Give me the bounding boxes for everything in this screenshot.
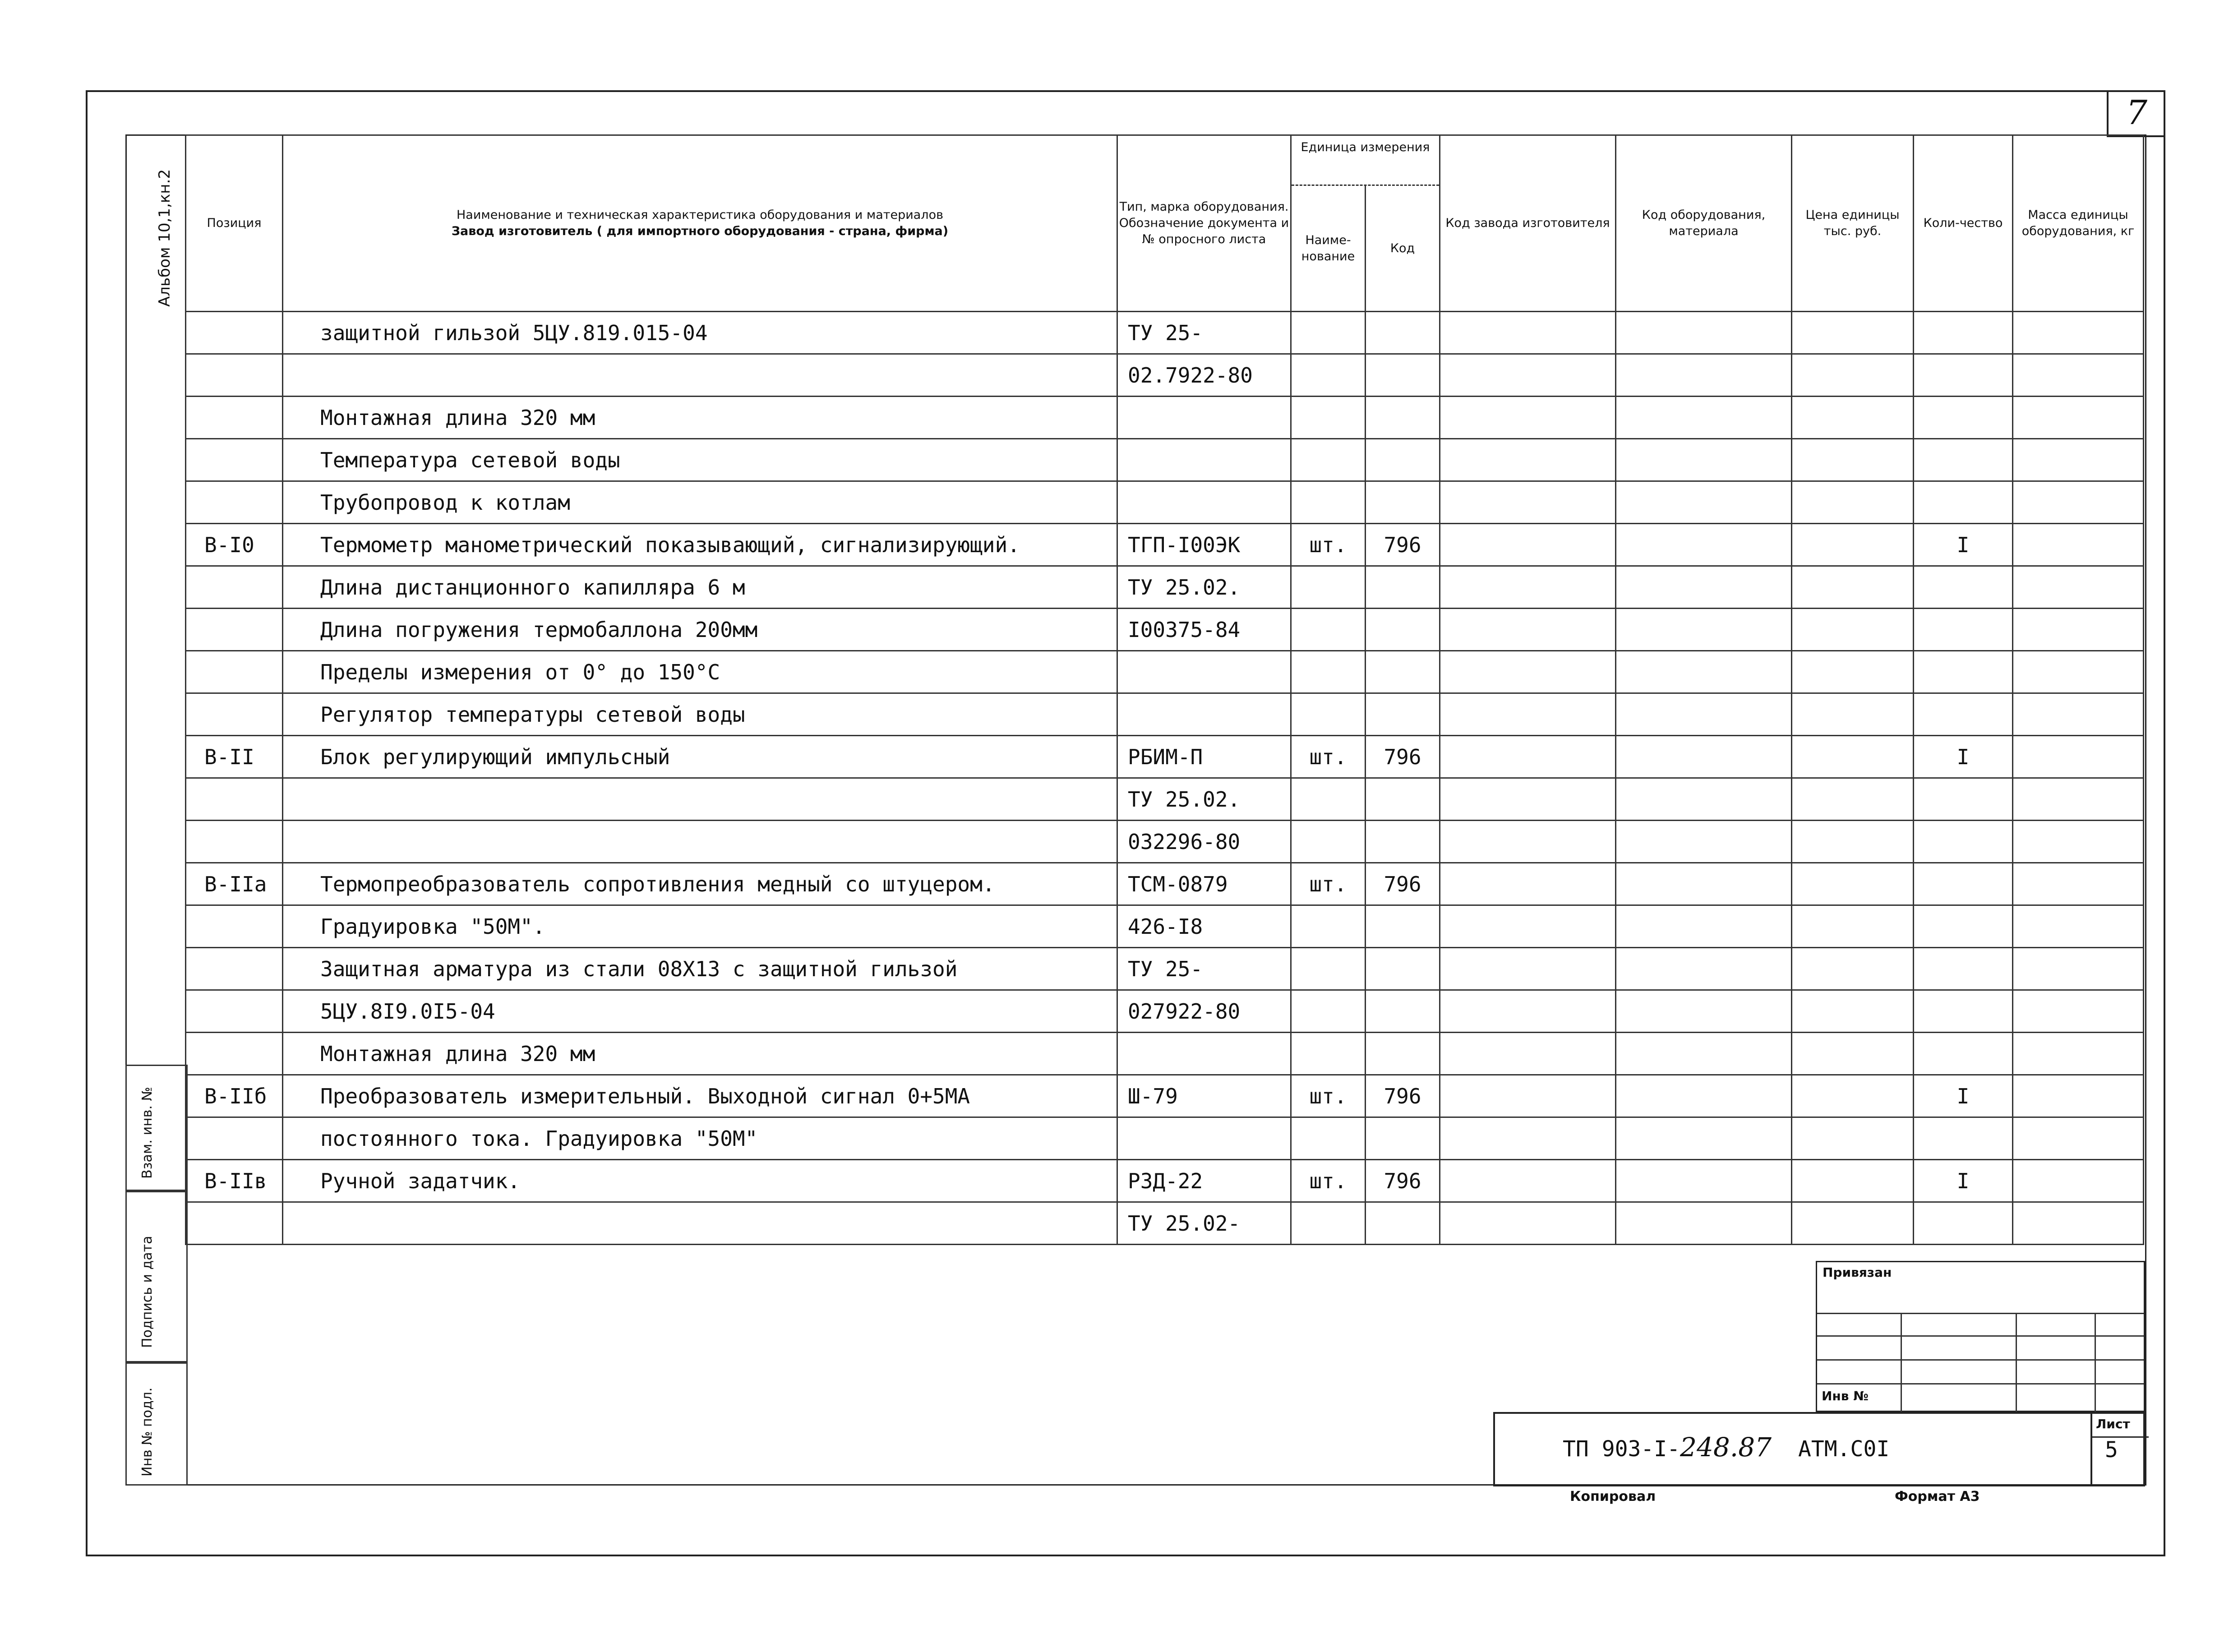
sheet-label: Лист [2096, 1417, 2130, 1431]
cell-position [186, 693, 283, 736]
cell-name: Ручной задатчик. [283, 1160, 1117, 1202]
table-row [186, 481, 2144, 524]
table-row [186, 1117, 2144, 1160]
cell-unit-name [1291, 439, 1366, 481]
cell-unit-name [1291, 1117, 1366, 1160]
cell-plant-code [1440, 693, 1616, 736]
cell-qty [1914, 566, 2013, 609]
cell-position: В-IIб [186, 1075, 283, 1117]
cell-name: Пределы измерения от 0° до 150°С [283, 651, 1117, 693]
cell-type-doc [1117, 1117, 1291, 1160]
cell-position [186, 948, 283, 990]
cell-type-doc: ТУ 25- [1117, 312, 1291, 354]
table-row [186, 1033, 2144, 1075]
cell-position [186, 778, 283, 821]
table-row [186, 524, 2144, 566]
col-position: Позиция [186, 135, 283, 312]
cell-position: В-IIв [186, 1160, 283, 1202]
cell-name: Трубопровод к котлам [283, 481, 1117, 524]
cell-unit-name [1291, 948, 1366, 990]
cell-position [186, 1202, 283, 1245]
cell-unit-name [1291, 609, 1366, 651]
cell-name [283, 1202, 1117, 1245]
col-price: Цена единицы тыс. руб. [1792, 135, 1914, 312]
cell-unit-code [1366, 1117, 1440, 1160]
cell-unit-name: шт. [1291, 524, 1366, 566]
cell-qty [1914, 693, 2013, 736]
cell-price [1792, 354, 1914, 397]
cell-price [1792, 821, 1914, 863]
cell-unit-code [1366, 821, 1440, 863]
cell-mass [2013, 1117, 2144, 1160]
cell-type-doc: Ш-79 [1117, 1075, 1291, 1117]
cell-unit-code [1366, 651, 1440, 693]
cell-equip-code [1616, 312, 1792, 354]
table-row [186, 778, 2144, 821]
cell-mass [2013, 566, 2144, 609]
col-name-line1: Наименование и техническая характеристика оборудования и материалов [456, 208, 943, 222]
cell-name: Преобразователь измерительный. Выходной сигнал 0+5МА [283, 1075, 1117, 1117]
cell-equip-code [1616, 990, 1792, 1033]
col-mass: Масса единицы оборудования, кг [2013, 135, 2144, 312]
cell-price [1792, 481, 1914, 524]
cell-name: Длина погружения термобаллона 200мм [283, 609, 1117, 651]
cell-qty [1914, 481, 2013, 524]
cell-type-doc: I00375-84 [1117, 609, 1291, 651]
cell-plant-code [1440, 905, 1616, 948]
cell-price [1792, 1202, 1914, 1245]
cell-type-doc [1117, 1033, 1291, 1075]
table-row [186, 821, 2144, 863]
cell-name: Блок регулирующий импульсный [283, 736, 1117, 778]
col-name [283, 135, 1117, 312]
cell-type-doc: 426-I8 [1117, 905, 1291, 948]
cell-unit-name: шт. [1291, 1160, 1366, 1202]
cell-position: В-I0 [186, 524, 283, 566]
cell-unit-code [1366, 1033, 1440, 1075]
table-row [186, 439, 2144, 481]
cell-equip-code [1616, 1160, 1792, 1202]
cell-equip-code [1616, 397, 1792, 439]
cell-price [1792, 693, 1914, 736]
cell-mass [2013, 863, 2144, 905]
cell-mass [2013, 481, 2144, 524]
side-replace-inv-label: Взам. инв. № [139, 1087, 155, 1179]
cell-mass [2013, 312, 2144, 354]
cell-unit-name: шт. [1291, 736, 1366, 778]
cell-unit-name [1291, 566, 1366, 609]
cell-unit-name [1291, 693, 1366, 736]
cell-equip-code [1616, 821, 1792, 863]
cell-unit-name [1291, 821, 1366, 863]
doc-code-prefix: ТП 903-I- [1563, 1436, 1680, 1462]
table-row [186, 1075, 2144, 1117]
cell-plant-code [1440, 990, 1616, 1033]
cell-mass [2013, 821, 2144, 863]
cell-position [186, 566, 283, 609]
cell-equip-code [1616, 566, 1792, 609]
cell-price [1792, 778, 1914, 821]
cell-price [1792, 439, 1914, 481]
cell-type-doc [1117, 439, 1291, 481]
cell-position: В-IIа [186, 863, 283, 905]
cell-qty [1914, 354, 2013, 397]
cell-plant-code [1440, 566, 1616, 609]
cell-plant-code [1440, 1160, 1616, 1202]
inv-label: Инв № [1822, 1389, 1869, 1403]
table-row [186, 990, 2144, 1033]
cell-price [1792, 651, 1914, 693]
cell-position [186, 1033, 283, 1075]
cell-type-doc: РЗД-22 [1117, 1160, 1291, 1202]
cell-name: Термометр манометрический показывающий, сигнализирующий. [283, 524, 1117, 566]
cell-unit-code [1366, 439, 1440, 481]
cell-qty [1914, 312, 2013, 354]
cell-unit-name [1291, 1202, 1366, 1245]
cell-qty: I [1914, 1075, 2013, 1117]
cell-unit-name: шт. [1291, 863, 1366, 905]
col-unit-title: Единица измерения [1292, 136, 1439, 186]
cell-qty [1914, 905, 2013, 948]
cell-price [1792, 905, 1914, 948]
cell-type-doc [1117, 481, 1291, 524]
bound-label: Привязан [1823, 1265, 1892, 1280]
cell-position [186, 905, 283, 948]
cell-mass [2013, 397, 2144, 439]
cell-price [1792, 948, 1914, 990]
cell-price [1792, 1033, 1914, 1075]
col-type: Тип, марка оборудования. Обозначение документа и № опросного листа [1117, 135, 1291, 312]
cell-qty [1914, 1202, 2013, 1245]
cell-plant-code [1440, 651, 1616, 693]
cell-mass [2013, 651, 2144, 693]
cell-equip-code [1616, 905, 1792, 948]
table-row [186, 312, 2144, 354]
cell-name [283, 354, 1117, 397]
cell-unit-name: шт. [1291, 1075, 1366, 1117]
cell-qty: I [1914, 736, 2013, 778]
cell-type-doc: ТГП-I00ЭК [1117, 524, 1291, 566]
cell-name [283, 778, 1117, 821]
cell-unit-code [1366, 312, 1440, 354]
cell-name: Температура сетевой воды [283, 439, 1117, 481]
side-sign-date-label: Подпись и дата [139, 1236, 155, 1348]
cell-type-doc: ТУ 25- [1117, 948, 1291, 990]
cell-name: Защитная арматура из стали 08Х13 с защитной гильзой [283, 948, 1117, 990]
album-label: Альбом 10,1,кн.2 [156, 169, 174, 307]
cell-unit-code [1366, 1202, 1440, 1245]
cell-plant-code [1440, 524, 1616, 566]
table-row [186, 905, 2144, 948]
cell-position [186, 821, 283, 863]
cell-qty [1914, 1033, 2013, 1075]
bound-stamp [1816, 1261, 2145, 1412]
cell-mass [2013, 354, 2144, 397]
cell-position [186, 397, 283, 439]
cell-unit-code [1366, 481, 1440, 524]
cell-plant-code [1440, 1117, 1616, 1160]
cell-mass [2013, 524, 2144, 566]
cell-name: Градуировка "50М". [283, 905, 1117, 948]
cell-unit-name [1291, 354, 1366, 397]
cell-position [186, 609, 283, 651]
cell-equip-code [1616, 778, 1792, 821]
cell-qty [1914, 397, 2013, 439]
cell-position [186, 312, 283, 354]
cell-mass [2013, 778, 2144, 821]
cell-qty [1914, 948, 2013, 990]
cell-plant-code [1440, 1033, 1616, 1075]
table-header-row [186, 135, 2144, 312]
format-label: Формат А3 [1895, 1489, 1980, 1504]
cell-equip-code [1616, 439, 1792, 481]
cell-equip-code [1616, 693, 1792, 736]
doc-code-suffix: АТМ.С0I [1798, 1436, 1890, 1462]
cell-unit-code [1366, 990, 1440, 1033]
cell-type-doc: 02.7922-80 [1117, 354, 1291, 397]
cell-mass [2013, 1075, 2144, 1117]
cell-plant-code [1440, 863, 1616, 905]
col-plant-code: Код завода изготовителя [1440, 135, 1616, 312]
cell-mass [2013, 609, 2144, 651]
cell-name: Монтажная длина 320 мм [283, 397, 1117, 439]
cell-price [1792, 736, 1914, 778]
doc-code-hand: 248.87 [1680, 1432, 1772, 1463]
cell-qty [1914, 651, 2013, 693]
cell-mass [2013, 905, 2144, 948]
cell-plant-code [1440, 609, 1616, 651]
cell-equip-code [1616, 481, 1792, 524]
cell-unit-name [1291, 312, 1366, 354]
cell-plant-code [1440, 821, 1616, 863]
cell-position [186, 481, 283, 524]
cell-position [186, 439, 283, 481]
cell-equip-code [1616, 948, 1792, 990]
cell-equip-code [1616, 1033, 1792, 1075]
cell-unit-code [1366, 693, 1440, 736]
cell-plant-code [1440, 948, 1616, 990]
cell-plant-code [1440, 481, 1616, 524]
cell-equip-code [1616, 524, 1792, 566]
cell-position [186, 651, 283, 693]
cell-equip-code [1616, 651, 1792, 693]
cell-name: Термопреобразователь сопротивления медный со штуцером. [283, 863, 1117, 905]
table-row [186, 1202, 2144, 1245]
side-stamp-replace-inv [125, 1065, 188, 1191]
cell-unit-name [1291, 481, 1366, 524]
cell-name: постоянного тока. Градуировка "50М" [283, 1117, 1117, 1160]
cell-price [1792, 524, 1914, 566]
table-row [186, 354, 2144, 397]
cell-qty [1914, 609, 2013, 651]
cell-mass [2013, 1160, 2144, 1202]
cell-mass [2013, 948, 2144, 990]
cell-qty [1914, 990, 2013, 1033]
cell-unit-code [1366, 778, 1440, 821]
cell-unit-name [1291, 651, 1366, 693]
cell-mass [2013, 439, 2144, 481]
cell-mass [2013, 736, 2144, 778]
doc-code [1563, 1432, 1889, 1463]
cell-type-doc: 032296-80 [1117, 821, 1291, 863]
cell-unit-code: 796 [1366, 1075, 1440, 1117]
cell-type-doc [1117, 397, 1291, 439]
cell-unit-code: 796 [1366, 736, 1440, 778]
cell-name: Монтажная длина 320 мм [283, 1033, 1117, 1075]
cell-plant-code [1440, 1075, 1616, 1117]
cell-equip-code [1616, 1117, 1792, 1160]
cell-name: 5ЦУ.8I9.0I5-04 [283, 990, 1117, 1033]
side-inv-orig-label: Инв № подл. [139, 1387, 155, 1477]
table-row [186, 736, 2144, 778]
cell-equip-code [1616, 354, 1792, 397]
cell-price [1792, 566, 1914, 609]
cell-plant-code [1440, 312, 1616, 354]
cell-unit-name [1291, 778, 1366, 821]
cell-position [186, 1117, 283, 1160]
cell-type-doc: ТУ 25.02. [1117, 778, 1291, 821]
cell-mass [2013, 693, 2144, 736]
cell-type-doc: ТСМ-0879 [1117, 863, 1291, 905]
col-unit-name: Наиме-нование [1292, 186, 1366, 311]
cell-qty: I [1914, 1160, 2013, 1202]
cell-type-doc: 027922-80 [1117, 990, 1291, 1033]
col-unit [1291, 135, 1440, 312]
col-name-line2: Завод изготовитель ( для импортного оборудования - страна, фирма) [451, 224, 949, 238]
sheet-number: 7 [2107, 90, 2165, 137]
cell-price [1792, 863, 1914, 905]
cell-unit-code [1366, 948, 1440, 990]
cell-equip-code [1616, 609, 1792, 651]
cell-plant-code [1440, 354, 1616, 397]
cell-unit-code [1366, 609, 1440, 651]
cell-price [1792, 1160, 1914, 1202]
side-stamp-sign-date [125, 1191, 188, 1362]
cell-unit-name [1291, 397, 1366, 439]
cell-type-doc [1117, 651, 1291, 693]
table-row [186, 948, 2144, 990]
cell-name: защитной гильзой 5ЦУ.819.015-04 [283, 312, 1117, 354]
cell-position: В-II [186, 736, 283, 778]
cell-unit-code: 796 [1366, 863, 1440, 905]
cell-qty [1914, 821, 2013, 863]
table-row [186, 1160, 2144, 1202]
cell-equip-code [1616, 1075, 1792, 1117]
table-row [186, 609, 2144, 651]
cell-price [1792, 1075, 1914, 1117]
table-row [186, 566, 2144, 609]
cell-plant-code [1440, 397, 1616, 439]
cell-price [1792, 609, 1914, 651]
doc-code-stamp [1493, 1412, 2145, 1486]
cell-plant-code [1440, 439, 1616, 481]
cell-position [186, 990, 283, 1033]
cell-unit-name [1291, 905, 1366, 948]
cell-price [1792, 1117, 1914, 1160]
col-unit-code: Код [1390, 241, 1415, 255]
col-qty: Коли-чество [1914, 135, 2013, 312]
table-row [186, 693, 2144, 736]
cell-qty [1914, 778, 2013, 821]
specification-table [185, 134, 2144, 1245]
cell-equip-code [1616, 1202, 1792, 1245]
cell-unit-code [1366, 905, 1440, 948]
cell-type-doc: ТУ 25.02. [1117, 566, 1291, 609]
cell-plant-code [1440, 1202, 1616, 1245]
table-row [186, 397, 2144, 439]
col-equip-code: Код оборудования, материала [1616, 135, 1792, 312]
cell-qty: I [1914, 524, 2013, 566]
cell-qty [1914, 439, 2013, 481]
cell-name [283, 821, 1117, 863]
cell-mass [2013, 1202, 2144, 1245]
cell-type-doc: ТУ 25.02- [1117, 1202, 1291, 1245]
cell-unit-name [1291, 1033, 1366, 1075]
table-row [186, 651, 2144, 693]
cell-unit-code [1366, 354, 1440, 397]
cell-unit-code: 796 [1366, 524, 1440, 566]
cell-plant-code [1440, 778, 1616, 821]
cell-unit-code: 796 [1366, 1160, 1440, 1202]
cell-qty [1914, 863, 2013, 905]
cell-equip-code [1616, 736, 1792, 778]
cell-price [1792, 990, 1914, 1033]
sheet-value: 5 [2105, 1437, 2118, 1463]
copied-label: Копировал [1570, 1489, 1656, 1504]
cell-name: Регулятор температуры сетевой воды [283, 693, 1117, 736]
cell-unit-code [1366, 566, 1440, 609]
side-stamp-inv-orig [125, 1362, 188, 1486]
cell-position [186, 354, 283, 397]
cell-plant-code [1440, 736, 1616, 778]
cell-unit-name [1291, 990, 1366, 1033]
cell-price [1792, 312, 1914, 354]
cell-type-doc: РБИМ-П [1117, 736, 1291, 778]
cell-type-doc [1117, 693, 1291, 736]
cell-mass [2013, 990, 2144, 1033]
cell-name: Длина дистанционного капилляра 6 м [283, 566, 1117, 609]
cell-unit-code [1366, 397, 1440, 439]
cell-equip-code [1616, 863, 1792, 905]
cell-price [1792, 397, 1914, 439]
cell-qty [1914, 1117, 2013, 1160]
table-row [186, 863, 2144, 905]
cell-mass [2013, 1033, 2144, 1075]
